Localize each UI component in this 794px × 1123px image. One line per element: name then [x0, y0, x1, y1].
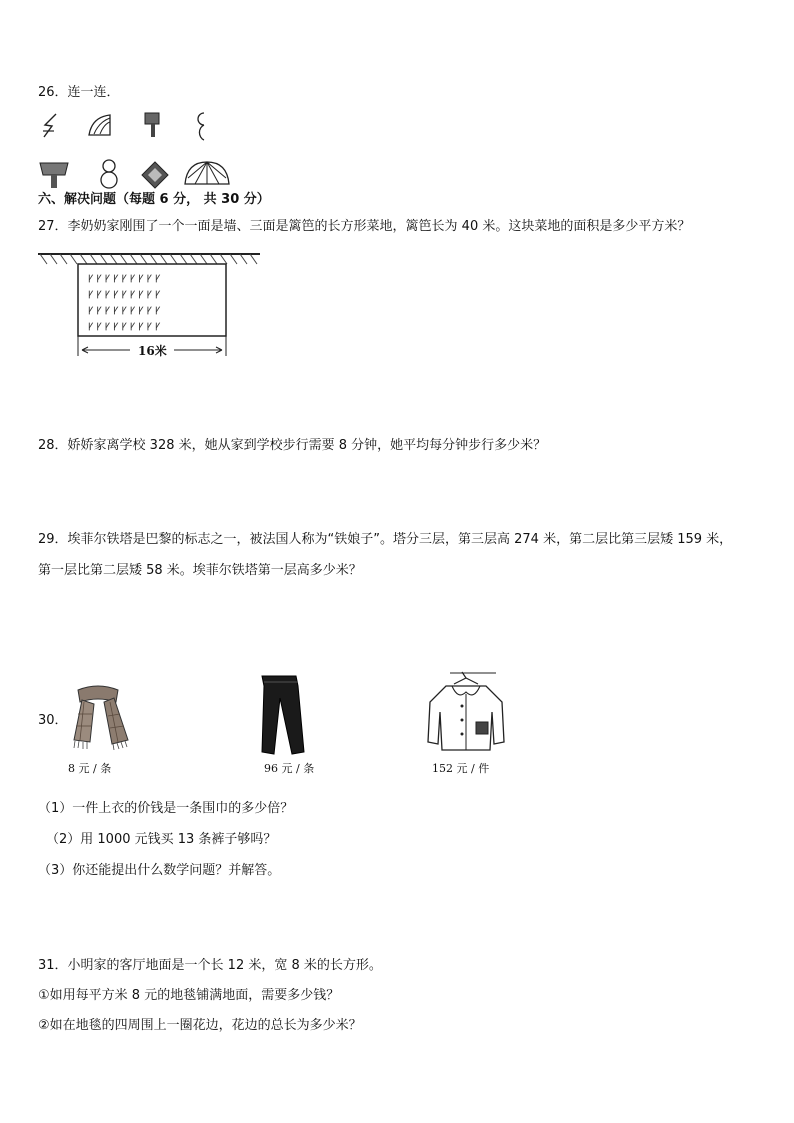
pants-icon: [252, 672, 312, 756]
q29-line1: 29．埃菲尔铁塔是巴黎的标志之一，被法国人称为“铁娘子”。塔分三层，第三层高 274 米，第二层比第三层矮 159 米，: [38, 532, 733, 547]
q30-sub2: （2）用 1000 元钱买 13 条裤子够吗？: [46, 832, 277, 847]
half-snowman-icon: [193, 110, 211, 142]
scarf-icon: [64, 684, 132, 750]
half-lightning-icon: [40, 111, 60, 139]
jacket-icon: [424, 670, 508, 754]
q31-sub1: ①如用每平方米 8 元的地毯铺满地面，需要多少钱？: [38, 988, 340, 1003]
snowman-icon: [97, 158, 121, 190]
diamond-shape-icon: [140, 160, 170, 190]
svg-text:ꝩ ꝩ ꝩ ꝩ ꝩ ꝩ ꝩ ꝩ ꝩ: ꝩ ꝩ ꝩ ꝩ ꝩ ꝩ ꝩ ꝩ ꝩ: [88, 288, 161, 299]
svg-text:ꝩ ꝩ ꝩ ꝩ ꝩ ꝩ ꝩ ꝩ ꝩ: ꝩ ꝩ ꝩ ꝩ ꝩ ꝩ ꝩ ꝩ ꝩ: [88, 272, 161, 283]
umbrella-icon: [183, 160, 231, 188]
scarf-price: 8 元 / 条: [68, 762, 112, 775]
vegetable-garden-figure: [38, 250, 262, 360]
q26-text: 26．连一连．: [38, 85, 120, 100]
section6-heading: 六、解决问题（每题 6 分， 共 30 分）: [38, 192, 270, 207]
q30-sub3: （3）你还能提出什么数学问题？并解答。: [38, 863, 281, 878]
half-lamp-icon: [142, 110, 162, 140]
q27-text: 27．李奶奶家刚围了一个一面是墙、三面是篱笆的长方形菜地，篱笆长为 40 米。这块菜地的面积是多少平方米？: [38, 219, 691, 234]
half-umbrella-icon: [86, 112, 114, 138]
lamp-icon: [38, 160, 70, 190]
length-label: 16米: [138, 344, 167, 358]
q31-sub2: ②如在地毯的四周围上一圈花边，花边的总长为多少米？: [38, 1018, 362, 1033]
q30-sub1: （1）一件上衣的价钱是一条围巾的多少倍？: [38, 801, 294, 816]
q28-text: 28．娇娇家离学校 328 米，她从家到学校步行需要 8 分钟，她平均每分钟步行多少米？: [38, 438, 547, 453]
q31-text: 31．小明家的客厅地面是一个长 12 米，宽 8 米的长方形。: [38, 958, 382, 973]
pants-price: 96 元 / 条: [264, 762, 315, 775]
svg-text:ꝩ ꝩ ꝩ ꝩ ꝩ ꝩ ꝩ ꝩ ꝩ: ꝩ ꝩ ꝩ ꝩ ꝩ ꝩ ꝩ ꝩ ꝩ: [88, 320, 161, 331]
q29-line2: 第一层比第二层矮 58 米。埃菲尔铁塔第一层高多少米？: [38, 563, 362, 578]
q30-number: 30．: [38, 713, 68, 728]
jacket-price: 152 元 / 件: [432, 762, 490, 775]
svg-text:ꝩ ꝩ ꝩ ꝩ ꝩ ꝩ ꝩ ꝩ ꝩ: ꝩ ꝩ ꝩ ꝩ ꝩ ꝩ ꝩ ꝩ ꝩ: [88, 304, 161, 315]
